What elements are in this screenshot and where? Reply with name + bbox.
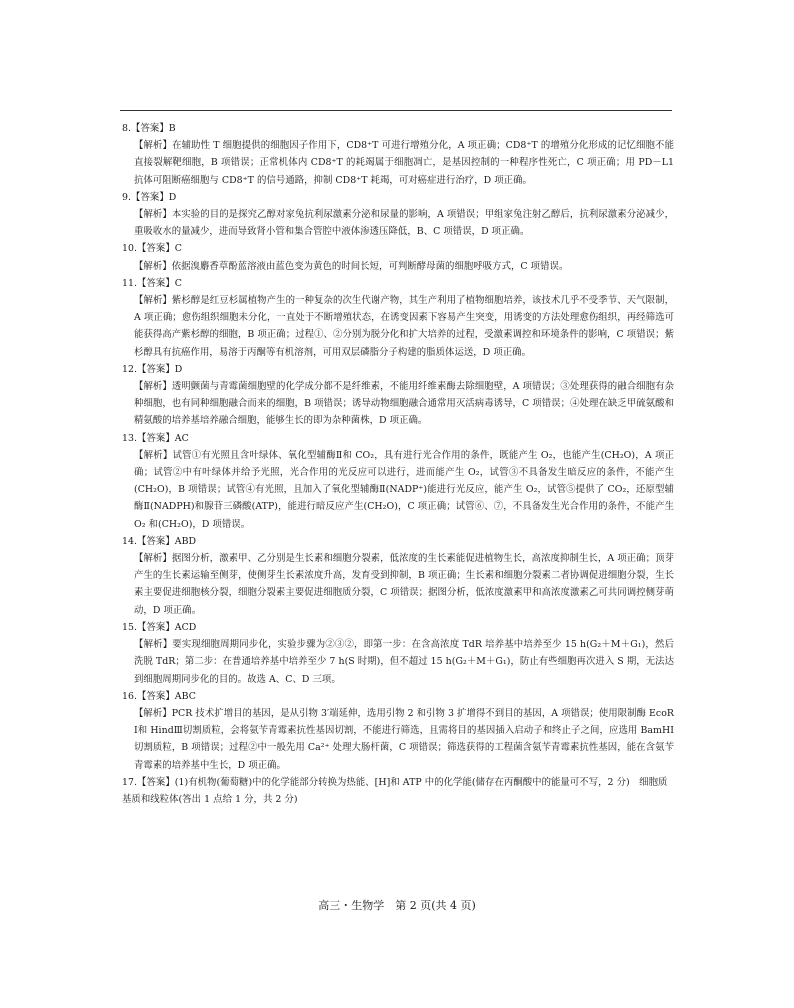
answer-item-14	[122, 533, 674, 619]
answer-content	[122, 120, 674, 808]
answer-line: 15.【答案】ACD	[122, 621, 197, 633]
explanation-text: 【解析】PCR 技术扩增目的基因，是从引物 3′端延伸，选用引物 2 和引物 3 扩增得不到目的基因，A 项错误；使用限制酶 EcoR Ⅰ和 HindⅢ切割质粒，会将氨苄青霉素抗性基因切割，不能进行筛选，且需将目的基因插入启动子和终止子之间，应选用 BamHⅠ切割质粒，B 项错误；过程②中一般先用 Ca²⁺ 处理大肠杆菌，C 项错误；筛选获得的工程菌含氨苄青霉素抗性基因，能在含氨苄青霉素的培养基中生长，D 项正确。	[134, 707, 674, 771]
answer-item-13	[122, 430, 674, 533]
answer-line: 9.【答案】D	[122, 191, 177, 203]
answer-line: 13.【答案】AC	[122, 432, 189, 444]
explanation-text: 【解析】据图分析，激素甲、乙分别是生长素和细胞分裂素，低浓度的生长素能促进植物生长，高浓度抑制生长，A 项正确；顶芽产生的生长素运输至侧芽，使侧芽生长素浓度升高，发育受到抑制，B 项正确；生长素和细胞分裂素二者协调促进细胞分裂，生长素主要促进细胞核分裂，细胞分裂素主要促进细胞质分裂，C 项错误；据图分析，低浓度激素甲和高浓度激素乙可共同调控侧芽萌动，D 项正确。	[134, 553, 674, 616]
answer-line: 8.【答案】B	[122, 123, 176, 134]
answer-item-10	[122, 240, 674, 274]
answer-item-17	[122, 774, 674, 808]
explanation-text: 【解析】依据溴麝香草酚蓝溶液由蓝色变为黄色的时间长短，可判断酵母菌的细胞呼吸方式，C 项错误。	[134, 260, 569, 272]
answer-item-8	[122, 120, 674, 189]
answer-line: 11.【答案】C	[122, 277, 182, 289]
answer-line: 12.【答案】D	[122, 363, 183, 375]
answer-item-16	[122, 688, 674, 774]
explanation-text: 【解析】紫杉醇是红豆杉属植物产生的一种复杂的次生代谢产物，其生产利用了植物细胞培养，该技术几乎不受季节、天气限制，A 项正确；愈伤组织细胞未分化，一直处于不断增殖状态，在诱变因素下容易产生突变，用诱变的方法处理愈伤组织，再经筛选可能获得高产紫杉醇的细胞，B 项正确；过程①、②分别为脱分化和扩大培养的过程，受激素调控和环境条件的影响，C 项错误；紫杉醇具有抗癌作用，易溶于丙酮等有机溶剂，可用双层磷脂分子构建的脂质体运送，D 项正确。	[134, 295, 674, 358]
answer-item-15	[122, 619, 674, 688]
top-rule	[120, 110, 672, 111]
explanation-text: 【解析】要实现细胞周期同步化，实验步骤为②③②，即第一步：在含高浓度 TdR 培养基中培养至少 15 h(G₂＋M＋G₁)，然后洗脱 TdR；第二步：在普通培养基中培养至少 7 h(S 时期)，但不超过 15 h(G₂＋M＋G₁)，防止有些细胞再次进入 S 期，无法达到细胞周期同步化的目的。故选 A、C、D 三项。	[134, 639, 674, 685]
answer-line: 10.【答案】C	[122, 243, 182, 255]
answer-line: 14.【答案】ABD	[122, 535, 197, 547]
page-footer: 高三・生物学 第 2 页(共 4 页)	[318, 899, 476, 912]
explanation-text: 【解析】在辅助性 T 细胞提供的细胞因子作用下，CD8⁺T 可进行增殖分化，A 项正确；CD8⁺T 的增殖分化形成的记忆细胞不能直接裂解靶细胞，B 项错误；正常机体内 CD8⁺T 的耗竭属于细胞凋亡，是基因控制的一种程序性死亡，C 项正确；用 PD－L1 抗体可阻断癌细胞与 CD8⁺T 的信号通路，抑制 CD8⁺T 耗竭，可对癌症进行治疗，D 项正确。	[134, 140, 674, 186]
explanation-text: 【解析】试管①有光照且含叶绿体、氧化型辅酶Ⅱ和 CO₂，具有进行光合作用的条件，既能产生 O₂，也能产生(CH₂O)，A 项正确；试管②中有叶绿体并给予光照，光合作用的光反应可以进行，进而能产生 O₂，试管③不具备发生暗反应的条件，不能产生(CH₂O)，B 项错误；试管④有光照，且加入了氧化型辅酶Ⅱ(NADP⁺)能进行光反应，能产生 O₂，试管⑤提供了 CO₂，还原型辅酶Ⅱ(NADPH)和腺苷三磷酸(ATP)，能进行暗反应产生(CH₂O)，C 项正确；试管⑥、⑦，不具备发生光合作用的条件，不能产生 O₂ 和(CH₂O)，D 项错误。	[134, 449, 674, 530]
answer-item-12	[122, 361, 674, 430]
answer-item-11	[122, 275, 674, 361]
answer-item-9	[122, 189, 674, 241]
answer-line: 17.【答案】(1)有机物(葡萄糖)中的化学能部分转换为热能、[H]和 ATP 中的化学能(储存在丙酮酸中的能量可不写，2 分) 细胞质基质和线粒体(答出 1 点给 1 分，共 2 分)	[122, 776, 668, 805]
explanation-text: 【解析】本实验的目的是探究乙醇对家兔抗利尿激素分泌和尿量的影响，A 项错误；甲组家兔注射乙醇后，抗利尿激素分泌减少，重吸收水的量减少，进而导致肾小管和集合管腔中液体渗透压降低，B、C 项错误，D 项正确。	[134, 209, 674, 238]
explanation-text: 【解析】透明颤菌与青霉菌细胞壁的化学成分都不是纤维素，不能用纤维素酶去除细胞壁，A 项错误；③处理获得的融合细胞有杂种细胞，也有同种细胞融合而来的细胞，B 项错误；诱导动物细胞融合通常用灭活病毒诱导，C 项错误；④处理在缺乏甲硫氨酸和精氨酸的培养基培养融合细胞，能够生长的即为杂种菌株，D 项正确。	[134, 381, 674, 427]
answer-line: 16.【答案】ABC	[122, 690, 196, 702]
